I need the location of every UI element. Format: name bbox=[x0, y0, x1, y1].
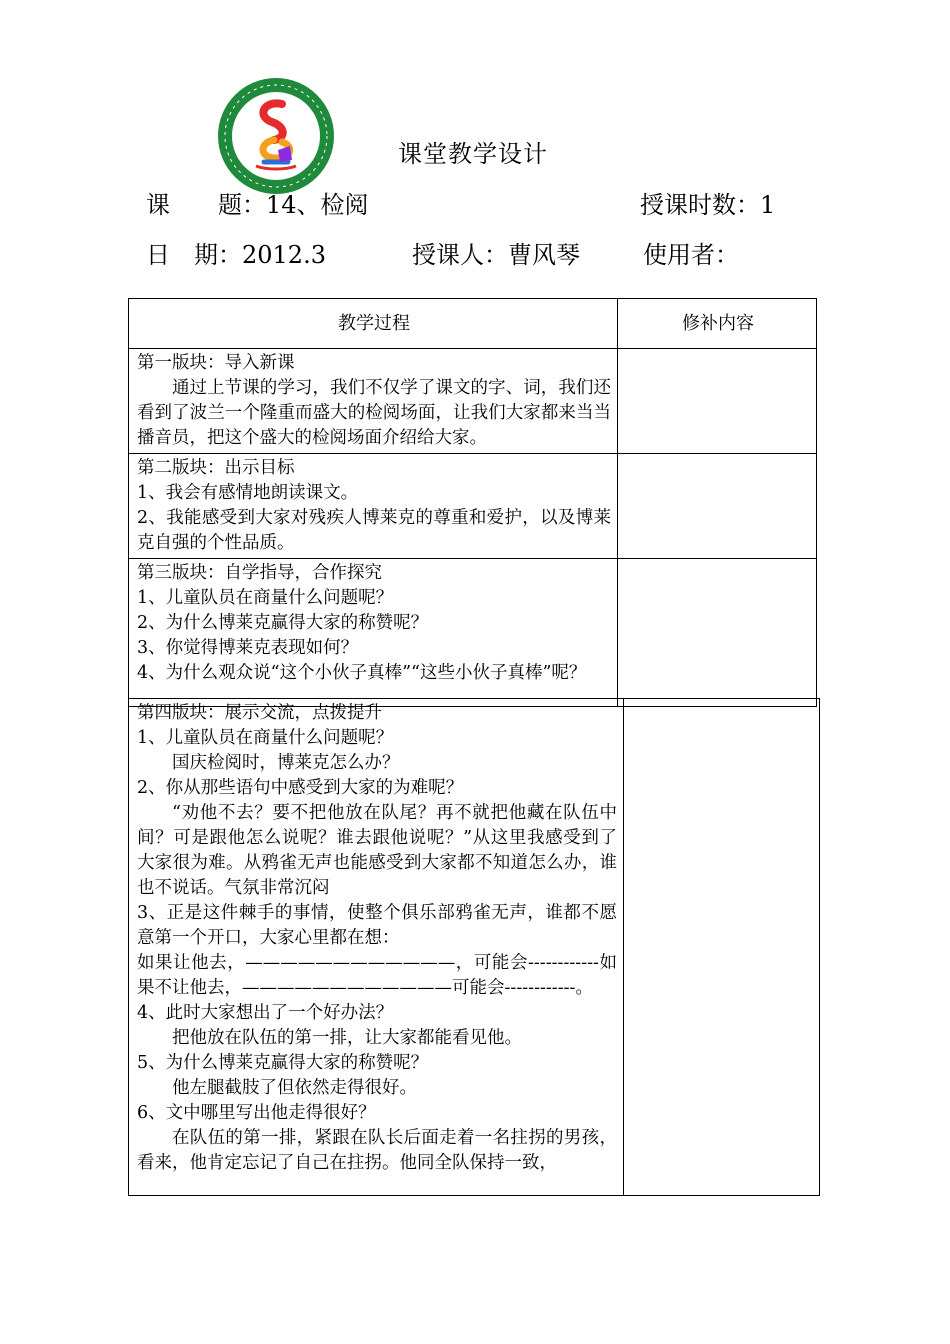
date-label: 日 期： bbox=[146, 241, 242, 269]
page-title: 课堂教学设计 bbox=[398, 140, 548, 168]
notes-cell bbox=[624, 699, 820, 1196]
topic-row bbox=[146, 185, 369, 220]
block4-line: 4、此时大家想出了一个好办法？ bbox=[137, 1003, 394, 1023]
block4-line: 在队伍的第一排，紧跟在队长后面走着一名拄拐的男孩，看来，他肯定忘记了自己在拄拐。他同全队保持一致， bbox=[137, 1128, 617, 1173]
teacher-label: 授课人： bbox=[412, 241, 508, 269]
block4-line: 3、正是这件棘手的事情，使整个俱乐部鸦雀无声，谁都不愿意第一个开口，大家心里都在想： bbox=[137, 903, 617, 948]
table-row bbox=[129, 699, 820, 1196]
block1-title: 第一版块：导入新课 bbox=[137, 353, 295, 373]
hours-row bbox=[640, 185, 775, 220]
topic-label: 课 题： bbox=[146, 191, 266, 219]
hours-label: 授课时数： bbox=[640, 191, 760, 219]
notes-cell bbox=[618, 349, 817, 454]
table-row bbox=[129, 454, 817, 559]
block4-title: 第四版块：展示交流，点拨提升 bbox=[137, 703, 382, 723]
header-process: 教学过程 bbox=[129, 299, 618, 349]
user-label: 使用者： bbox=[643, 241, 739, 269]
header-notes: 修补内容 bbox=[618, 299, 817, 349]
topic-value: 14、检阅 bbox=[266, 191, 369, 219]
block2-line: 2、我能感受到大家对残疾人博莱克的尊重和爱护，以及博莱克自强的个性品质。 bbox=[137, 508, 611, 553]
block4-line: 2、你从那些语句中感受到大家的为难呢？ bbox=[137, 778, 464, 798]
block4-line: “劝他不去？要不把他放在队尾？再不就把他藏在队伍中间？可是跟他怎么说呢？谁去跟他说呢？”从这里我感受到了大家很为难。从鸦雀无声也能感受到大家都不知道怎么办，谁也不说话。气氛非常沉闷 bbox=[137, 803, 617, 898]
block3-title: 第三版块：自学指导，合作探究 bbox=[137, 563, 382, 583]
block2-line: 1、我会有感情地朗读课文。 bbox=[137, 483, 359, 503]
notes-cell bbox=[618, 559, 817, 707]
block3-line: 4、为什么观众说“这个小伙子真棒”“这些小伙子真棒”呢？ bbox=[137, 663, 587, 683]
block4-line: 国庆检阅时，博莱克怎么办？ bbox=[172, 753, 400, 773]
date-value: 2012.3 bbox=[242, 241, 326, 269]
table-header-row bbox=[129, 299, 817, 349]
block4-line: 1、儿童队员在商量什么问题呢？ bbox=[137, 728, 394, 748]
teacher-value: 曹风琴 bbox=[508, 241, 580, 269]
block3-line: 1、儿童队员在商量什么问题呢？ bbox=[137, 588, 394, 608]
block4-line: 把他放在队伍的第一排，让大家都能看见他。 bbox=[172, 1028, 522, 1048]
table-row bbox=[129, 349, 817, 454]
lesson-table-bottom bbox=[128, 698, 820, 1196]
notes-cell bbox=[618, 454, 817, 559]
block3-line: 3、你觉得博莱克表现如何？ bbox=[137, 638, 359, 658]
hours-value: 1 bbox=[760, 191, 776, 219]
block4-line: 6、文中哪里写出他走得很好？ bbox=[137, 1103, 376, 1123]
block4-line: 如果让他去，————————————，可能会------------如果不让他去，————————————可能会------------。 bbox=[137, 953, 617, 998]
block3-line: 2、为什么博莱克赢得大家的称赞呢？ bbox=[137, 613, 429, 633]
table-row bbox=[129, 559, 817, 707]
block4-line: 他左腿截肢了但依然走得很好。 bbox=[172, 1078, 417, 1098]
teacher-row bbox=[412, 235, 580, 270]
block4-line: 5、为什么博莱克赢得大家的称赞呢？ bbox=[137, 1053, 429, 1073]
school-logo bbox=[216, 76, 336, 196]
block2-title: 第二版块：出示目标 bbox=[137, 458, 295, 478]
block1-text: 通过上节课的学习，我们不仅学了课文的字、词，我们还看到了波兰一个隆重而盛大的检阅场面，让我们大家都来当当播音员，把这个盛大的检阅场面介绍给大家。 bbox=[137, 378, 611, 448]
lesson-table-top bbox=[128, 298, 817, 707]
date-row bbox=[146, 235, 326, 270]
